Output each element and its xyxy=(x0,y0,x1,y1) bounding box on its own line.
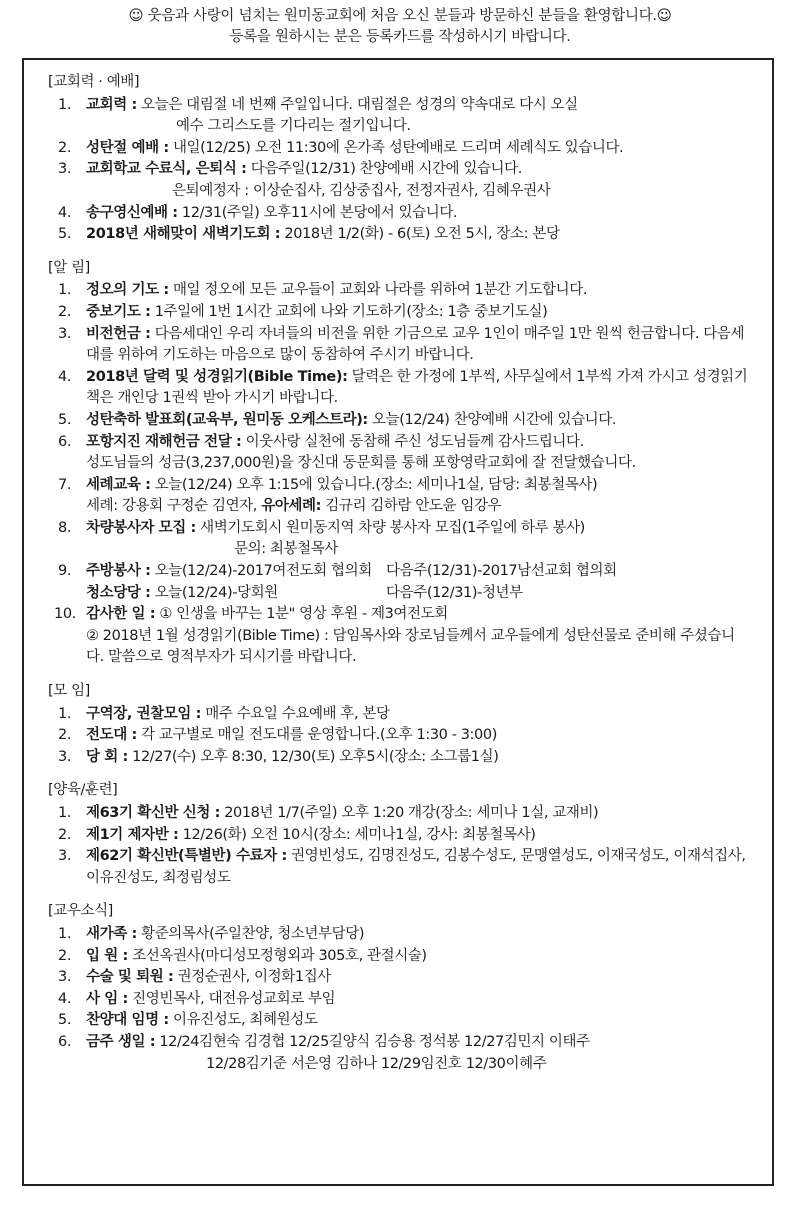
item-heading: 성탄절 예배 : xyxy=(86,139,169,156)
section-meetings xyxy=(48,681,752,768)
bulletin-content xyxy=(48,72,752,1075)
list-item xyxy=(54,432,752,454)
item-number: 10. xyxy=(54,606,76,623)
item-heading: 정오의 기도 : xyxy=(86,282,169,299)
infant-baptism-names: 김규리 김하람 안도윤 임강우 xyxy=(321,498,502,515)
item-number: 3. xyxy=(58,848,72,865)
item-heading: 당 회 : xyxy=(86,748,128,765)
item-heading: 교회학교 수료식, 은퇴식 : xyxy=(86,161,247,178)
welcome-banner xyxy=(0,6,800,48)
welcome-line: ☺ 웃음과 사랑이 넘치는 원미동교회에 처음 오신 분들과 방문하신 분들을 환영합니다.☺ xyxy=(128,8,672,24)
item-text: 매주 수요일 수요예배 후, 본당 xyxy=(201,705,390,722)
item-number: 2. xyxy=(58,947,72,964)
item-text: 이유진성도, 최혜원성도 xyxy=(168,1012,318,1029)
list-item xyxy=(54,725,752,747)
list-item xyxy=(54,561,752,583)
item-heading: 비전헌금 : xyxy=(86,325,151,342)
item-number: 3. xyxy=(58,161,72,178)
list-item xyxy=(54,367,752,410)
section-title: [양육/훈련] xyxy=(48,782,118,799)
item-text: 12/26(화) 오전 10시(장소: 세미나1실, 강사: 최봉철목사) xyxy=(178,826,536,843)
item-heading: 차량봉사자 모집 : xyxy=(86,519,196,536)
list-item xyxy=(54,747,752,769)
item-heading: 수술 및 퇴원 : xyxy=(86,969,174,986)
item-number: 1. xyxy=(58,705,72,722)
item-text: 권영빈성도, 김명진성도, 김봉수성도, 문맹열성도, 이재국성도, 이재석집사, 이유진성도, 최정림성도 xyxy=(86,848,746,886)
item-number: 3. xyxy=(58,325,72,342)
item-text: 다음세대인 우리 자녀들의 비전을 위한 기금으로 교우 1인이 매주일 1만 원씩 헌금합니다. 다음세대를 위하여 기도하는 마음으로 많이 동참하여 주시기 바랍니다. xyxy=(86,325,745,364)
item-text: 진영빈목사, 대전유성교회로 부임 xyxy=(127,990,336,1007)
list-item xyxy=(54,604,752,626)
item-text: 권정순권사, 이정화1집사 xyxy=(173,969,331,986)
list-item xyxy=(54,410,752,432)
item-number: 7. xyxy=(58,476,72,493)
item-continuation: 성도님들의 성금(3,237,000원)을 장신대 동문회를 통해 포항영락교회에 잘 전달했습니다. xyxy=(86,455,636,472)
list-item xyxy=(54,224,752,246)
item-heading: 2018년 새해맞이 새벽기도회 : xyxy=(86,226,281,243)
item-heading: 포항지진 재해헌금 전달 : xyxy=(86,433,242,450)
item-continuation: 은퇴예정자 : 이상순집사, 김상중집사, 전정자권사, 김혜우권사 xyxy=(172,182,551,199)
item-heading: 청소당당 : xyxy=(86,584,151,601)
item-continuation xyxy=(54,496,752,518)
item-text: 다음주(12/31)-2017남선교회 협의회 xyxy=(386,563,617,580)
list-item xyxy=(54,324,752,367)
item-text: 이웃사랑 실천에 동참해 주신 성도님들께 감사드립니다. xyxy=(241,433,584,450)
item-number: 6. xyxy=(58,1033,72,1050)
item-continuation xyxy=(54,583,752,605)
item-number: 4. xyxy=(58,368,72,385)
list-item xyxy=(54,475,752,497)
item-number: 9. xyxy=(58,563,72,580)
item-number: 4. xyxy=(58,990,72,1007)
item-number: 1. xyxy=(58,282,72,299)
section-worship xyxy=(48,72,752,246)
item-heading: 교회력 : xyxy=(86,96,137,113)
list-item xyxy=(54,203,752,225)
item-number: 2. xyxy=(58,303,72,320)
item-continuation: 문의: 최봉철목사 xyxy=(234,541,338,558)
item-heading: 제63기 확신반 신청 : xyxy=(86,805,220,821)
item-heading: 세례교육 : xyxy=(86,476,151,493)
list-item xyxy=(54,989,752,1011)
list-item xyxy=(54,138,752,160)
item-heading: 성탄축하 발표회(교육부, 원미동 오케스트라): xyxy=(86,411,368,428)
list-item xyxy=(54,518,752,540)
infant-baptism-heading: 유아세례: xyxy=(261,498,322,515)
item-number: 5. xyxy=(58,1012,72,1029)
list-item xyxy=(54,1032,752,1054)
item-text: 12/27(수) 오후 8:30, 12/30(토) 오후5시(장소: 소그룹1실) xyxy=(127,748,499,765)
list-item xyxy=(54,159,752,181)
item-heading: 금주 생일 : xyxy=(86,1033,156,1050)
section-notices xyxy=(48,258,752,669)
list-item xyxy=(54,924,752,946)
item-heading: 찬양대 임명 : xyxy=(86,1012,169,1029)
item-heading: 주방봉사 : xyxy=(86,563,151,580)
item-number: 3. xyxy=(58,969,72,986)
list-item xyxy=(54,95,752,117)
item-text: 다음주(12/31)-청년부 xyxy=(386,584,523,601)
item-text: 다음주일(12/31) 찬양예배 시간에 있습니다. xyxy=(246,161,522,178)
registration-line: 등록을 원하시는 분은 등록카드를 작성하시기 바랍니다. xyxy=(229,29,571,45)
item-heading: 감사한 일 : xyxy=(86,606,156,623)
item-heading: 새가족 : xyxy=(86,925,137,942)
section-member-news xyxy=(48,901,752,1075)
item-heading: 사 임 : xyxy=(86,990,128,1007)
list-item xyxy=(54,1010,752,1032)
list-item xyxy=(54,704,752,726)
section-title: [모 임] xyxy=(48,683,90,700)
list-item xyxy=(54,803,752,825)
section-training xyxy=(48,780,752,889)
item-number: 1. xyxy=(58,96,72,113)
item-text: 오늘(12/24)-2017여전도회 협의회 xyxy=(150,563,372,580)
section-title: [교우소식] xyxy=(48,903,113,920)
item-number: 6. xyxy=(58,433,72,450)
item-text: 오늘은 대림절 네 번째 주일입니다. 대림절은 성경의 약속대로 다시 오실 xyxy=(136,96,578,113)
item-text: 1주일에 1번 1시간 교회에 나와 기도하기(장소: 1층 중보기도실) xyxy=(150,303,548,320)
item-number: 2. xyxy=(58,826,72,843)
list-item xyxy=(54,846,752,889)
item-number: 5. xyxy=(58,226,72,243)
section-title: [교회력 · 예배] xyxy=(48,74,140,90)
item-heading: 제1기 제자반 : xyxy=(86,826,179,843)
item-number: 8. xyxy=(58,519,72,536)
item-number: 5. xyxy=(58,411,72,428)
item-text: 황준의목사(주일찬양, 청소년부담당) xyxy=(136,925,365,942)
item-text: 오늘(12/24) 오후 1:15에 있습니다.(장소: 세미나1실, 담당: 최봉철목사) xyxy=(150,476,598,493)
list-item xyxy=(54,825,752,847)
item-text: 2018년 1/2(화) - 6(토) 오전 5시, 장소: 본당 xyxy=(280,226,560,243)
item-text: 조선옥권사(마디성모정형외과 305호, 관절시술) xyxy=(127,947,427,964)
item-text: 12/31(주일) 오후11시에 본당에서 있습니다. xyxy=(177,204,458,221)
item-text: 12/24김현숙 김경협 12/25길양식 김승용 정석봉 12/27김민지 이태주 xyxy=(155,1033,590,1050)
item-heading: 2018년 달력 및 성경읽기(Bible Time): xyxy=(86,368,348,385)
item-heading: 제62기 확신반(특별반) 수료자 : xyxy=(86,848,287,865)
item-heading: 송구영신예배 : xyxy=(86,204,178,221)
item-continuation: ② 2018년 1월 성경읽기(Bible Time) : 담임목사와 장로님들께서 교우들에게 성탄선물로 준비해 주셨습니다. 말씀으로 영적부자가 되시기를 바랍니다. xyxy=(86,627,735,666)
section-title: [알 림] xyxy=(48,259,90,276)
bulletin-frame xyxy=(22,58,774,1186)
item-continuation: 예수 그리스도를 기다리는 절기입니다. xyxy=(176,118,411,135)
item-number: 4. xyxy=(58,204,72,221)
item-text: 오늘(12/24) 찬양예배 시간에 있습니다. xyxy=(367,411,617,428)
list-item xyxy=(54,280,752,302)
item-number: 2. xyxy=(58,139,72,156)
item-heading: 중보기도 : xyxy=(86,303,151,320)
list-item xyxy=(54,946,752,968)
item-text: 2018년 1/7(주일) 오후 1:20 개강(장소: 세미나 1실, 교재비) xyxy=(219,805,599,821)
list-item xyxy=(54,967,752,989)
item-heading: 입 원 : xyxy=(86,947,128,964)
baptism-names: 세례: 강용회 구정순 김연자, xyxy=(86,498,262,515)
item-text: 달력은 한 가정에 1부씩, 사무실에서 1부씩 가져 가시고 성경읽기 책은 개인당 1권씩 받아 가시기 바랍니다. xyxy=(86,368,748,407)
item-continuation: 12/28김기준 서은영 김하나 12/29임진호 12/30이혜주 xyxy=(206,1055,547,1072)
item-text: 각 교구별로 매일 전도대를 운영합니다.(오후 1:30 - 3:00) xyxy=(136,727,497,744)
item-heading: 구역장, 권찰모임 : xyxy=(86,705,202,722)
item-text: ① 인생을 바꾸는 1분" 영상 후원 - 제3여전도회 xyxy=(155,606,448,623)
item-heading: 전도대 : xyxy=(86,727,137,744)
item-number: 1. xyxy=(58,805,72,821)
item-text: 매일 정오에 모든 교우들이 교회와 나라를 위하여 1분간 기도합니다. xyxy=(168,282,588,299)
item-text: 내일(12/25) 오전 11:30에 온가족 성탄예배로 드리며 세례식도 있습니다. xyxy=(168,139,624,156)
item-text: 오늘(12/24)-당회원 xyxy=(150,584,278,601)
item-text: 새벽기도회시 원미동지역 차량 봉사자 모집(1주일에 하루 봉사) xyxy=(195,519,585,536)
list-item xyxy=(54,302,752,324)
item-number: 2. xyxy=(58,727,72,744)
item-number: 1. xyxy=(58,925,72,942)
item-number: 3. xyxy=(58,748,72,765)
